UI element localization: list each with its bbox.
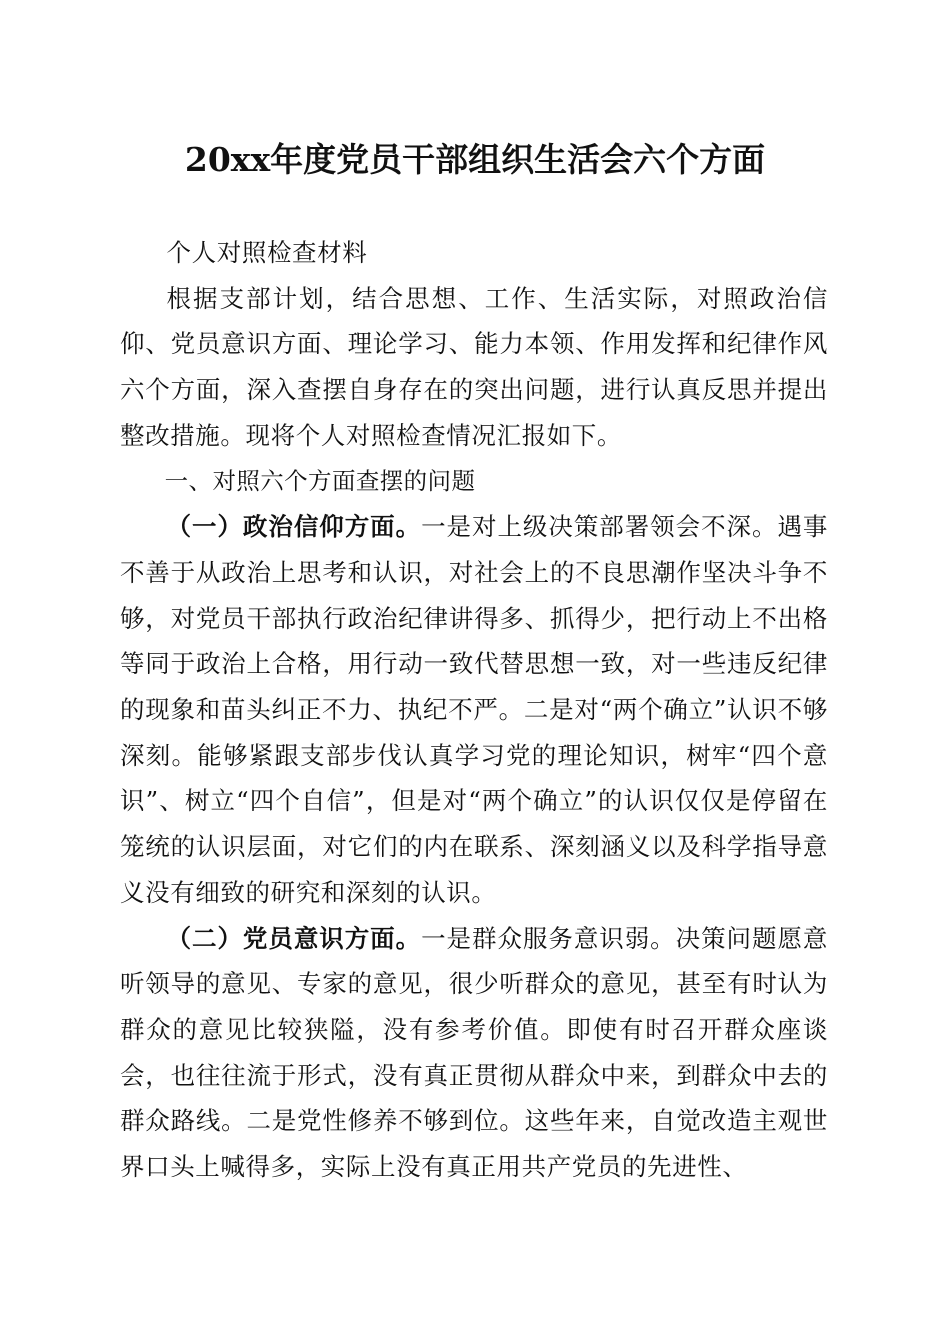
section-heading: 一、对照六个方面查摆的问题 <box>164 466 476 495</box>
intro-paragraph: 根据支部计划，结合思想、工作、生活实际，对照政治信仰、党员意识方面、理论学习、能力本领、作用发挥和纪律作风六个方面，深入查摆自身存在的突出问题，进行认真反思并提出整改措施。现将个人对照检查情况汇报如下。 <box>120 283 828 450</box>
document-title: 20xx年度党员干部组织生活会六个方面 <box>184 140 766 179</box>
document-body <box>120 230 828 1190</box>
item-2-lead: （二）党员意识方面。 <box>166 923 422 953</box>
item-1-paragraph <box>120 504 828 915</box>
item-1-lead: （一）政治信仰方面。 <box>166 512 422 542</box>
document-subtitle: 个人对照检查材料 <box>166 238 368 267</box>
item-1-text: 一是对上级决策部署领会不深。遇事不善于从政治上思考和认识，对社会上的不良思潮作坚决斗争不够，对党员干部执行政治纪律讲得多、抓得少，把行动上不出格等同于政治上合格，用行动一致代替思想一致，对一些违反纪律的现象和苗头纠正不力、执纪不严。二是对“两个确立”认识不够深刻。能够紧跟支部步伐认真学习党的理论知识，树牢“四个意识”、树立“四个自信”，但是对“两个确立”的认识仅仅是停留在笼统的认识层面，对它们的内在联系、深刻涵义以及科学指导意义没有细致的研究和深刻的认识。 <box>120 512 828 907</box>
item-2-text: 一是群众服务意识弱。决策问题愿意听领导的意见、专家的意见，很少听群众的意见，甚至有时认为群众的意见比较狭隘，没有参考价值。即使有时召开群众座谈会，也往往流于形式，没有真正贯彻从群众中来，到群众中去的群众路线。二是党性修养不够到位。这些年来，自觉改造主观世界口头上喊得多，实际上没有真正用共产党员的先进性、 <box>120 923 828 1182</box>
item-2-paragraph <box>120 916 828 1190</box>
